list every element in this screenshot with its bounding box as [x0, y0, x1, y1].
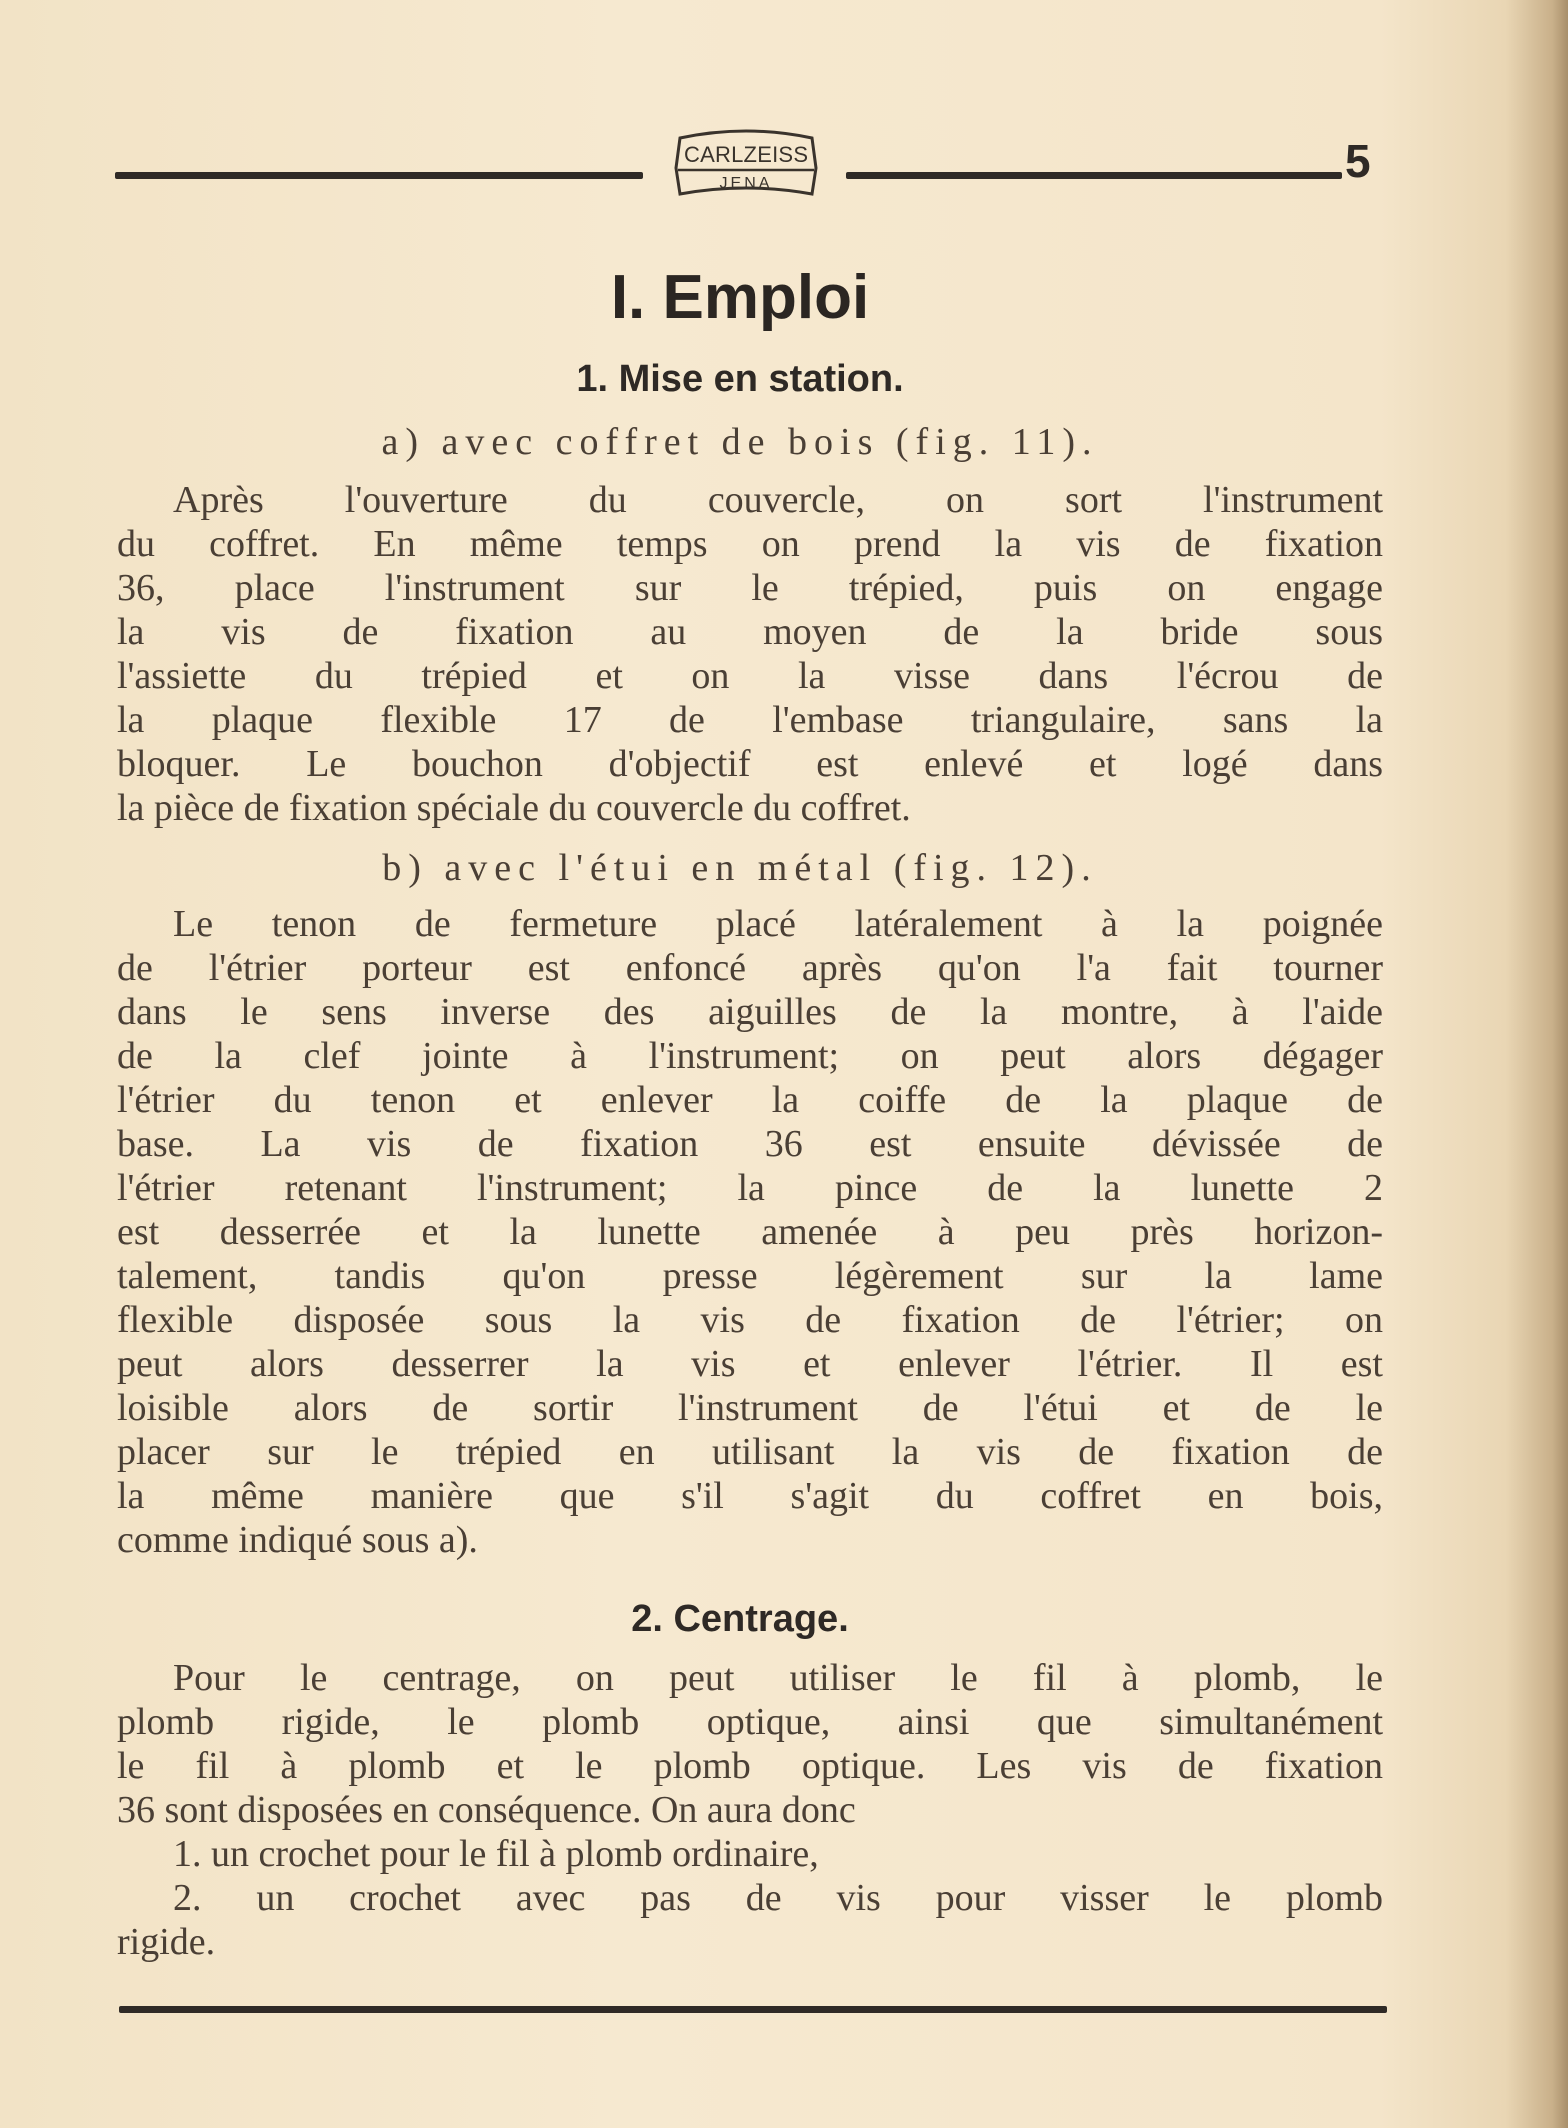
text-line: le fil à plomb et le plomb optique. Les vis de fixation: [117, 1745, 1383, 1787]
chapter-title: I. Emploi: [610, 263, 870, 332]
text-line: est desserrée et la lunette amenée à peu près horizon-: [117, 1211, 1383, 1253]
section-heading-2: 2. Centrage.: [631, 1598, 849, 1640]
text-line: 1. un crochet pour le fil à plomb ordinaire,: [173, 1833, 819, 1875]
paragraph-centrage: [117, 1656, 1383, 1964]
header-rule-right: [846, 172, 1342, 179]
text-line: la même manière que s'il s'agit du coffret en bois,: [117, 1475, 1383, 1517]
section-heading-1: 1. Mise en station.: [576, 358, 904, 400]
svg-text:JENA: JENA: [719, 175, 773, 192]
text-line: l'étrier retenant l'instrument; la pince de la lunette 2: [117, 1167, 1383, 1209]
text-line: loisible alors de sortir l'instrument de l'étui et de le: [117, 1387, 1383, 1429]
paragraph-b: [117, 902, 1383, 1562]
text-line: comme indiqué sous a).: [117, 1519, 478, 1561]
text-line: la pièce de fixation spéciale du couvercle du coffret.: [117, 787, 911, 829]
footer-rule: [119, 2006, 1387, 2013]
text-line: peut alors desserrer la vis et enlever l'étrier. Il est: [117, 1343, 1383, 1385]
text-line: dans le sens inverse des aiguilles de la montre, à l'aide: [117, 991, 1383, 1033]
subheading-b: b) avec l'étui en métal (fig. 12).: [382, 847, 1098, 889]
paragraph-a: [117, 478, 1383, 830]
text-line: placer sur le trépied en utilisant la vis de fixation de: [117, 1431, 1383, 1473]
text-line: Après l'ouverture du couvercle, on sort l'instrument: [173, 479, 1383, 521]
text-line: de l'étrier porteur est enfoncé après qu'on l'a fait tourner: [117, 947, 1383, 989]
text-line: Le tenon de fermeture placé latéralement à la poignée: [173, 903, 1383, 945]
text-line: talement, tandis qu'on presse légèrement sur la lame: [117, 1255, 1383, 1297]
page-number: 5: [1345, 135, 1371, 187]
text-line: bloquer. Le bouchon d'objectif est enlevé et logé dans: [117, 743, 1383, 785]
svg-text:CARLZEISS: CARLZEISS: [684, 142, 808, 167]
text-line: 2. un crochet avec pas de vis pour visser le plomb: [173, 1877, 1383, 1919]
text-line: l'assiette du trépied et on la visse dans l'écrou de: [117, 655, 1383, 697]
text-line: du coffret. En même temps on prend la vis de fixation: [117, 523, 1383, 565]
header-rule-left: [115, 172, 643, 179]
text-line: la vis de fixation au moyen de la bride sous: [117, 611, 1383, 653]
subheading-a: a) avec coffret de bois (fig. 11).: [381, 421, 1099, 463]
text-line: Pour le centrage, on peut utiliser le fil à plomb, le: [173, 1657, 1383, 1699]
text-line: base. La vis de fixation 36 est ensuite dévissée de: [117, 1123, 1383, 1165]
text-line: flexible disposée sous la vis de fixation de l'étrier; on: [117, 1299, 1383, 1341]
text-line: la plaque flexible 17 de l'embase triangulaire, sans la: [117, 699, 1383, 741]
text-line: l'étrier du tenon et enlever la coiffe de la plaque de: [117, 1079, 1383, 1121]
text-line: rigide.: [117, 1921, 216, 1963]
carl-zeiss-logo: [670, 128, 822, 204]
text-line: 36 sont disposées en conséquence. On aura donc: [117, 1789, 856, 1831]
text-line: de la clef jointe à l'instrument; on peut alors dégager: [117, 1035, 1383, 1077]
text-line: 36, place l'instrument sur le trépied, puis on engage: [117, 567, 1383, 609]
text-line: plomb rigide, le plomb optique, ainsi que simultanément: [117, 1701, 1383, 1743]
